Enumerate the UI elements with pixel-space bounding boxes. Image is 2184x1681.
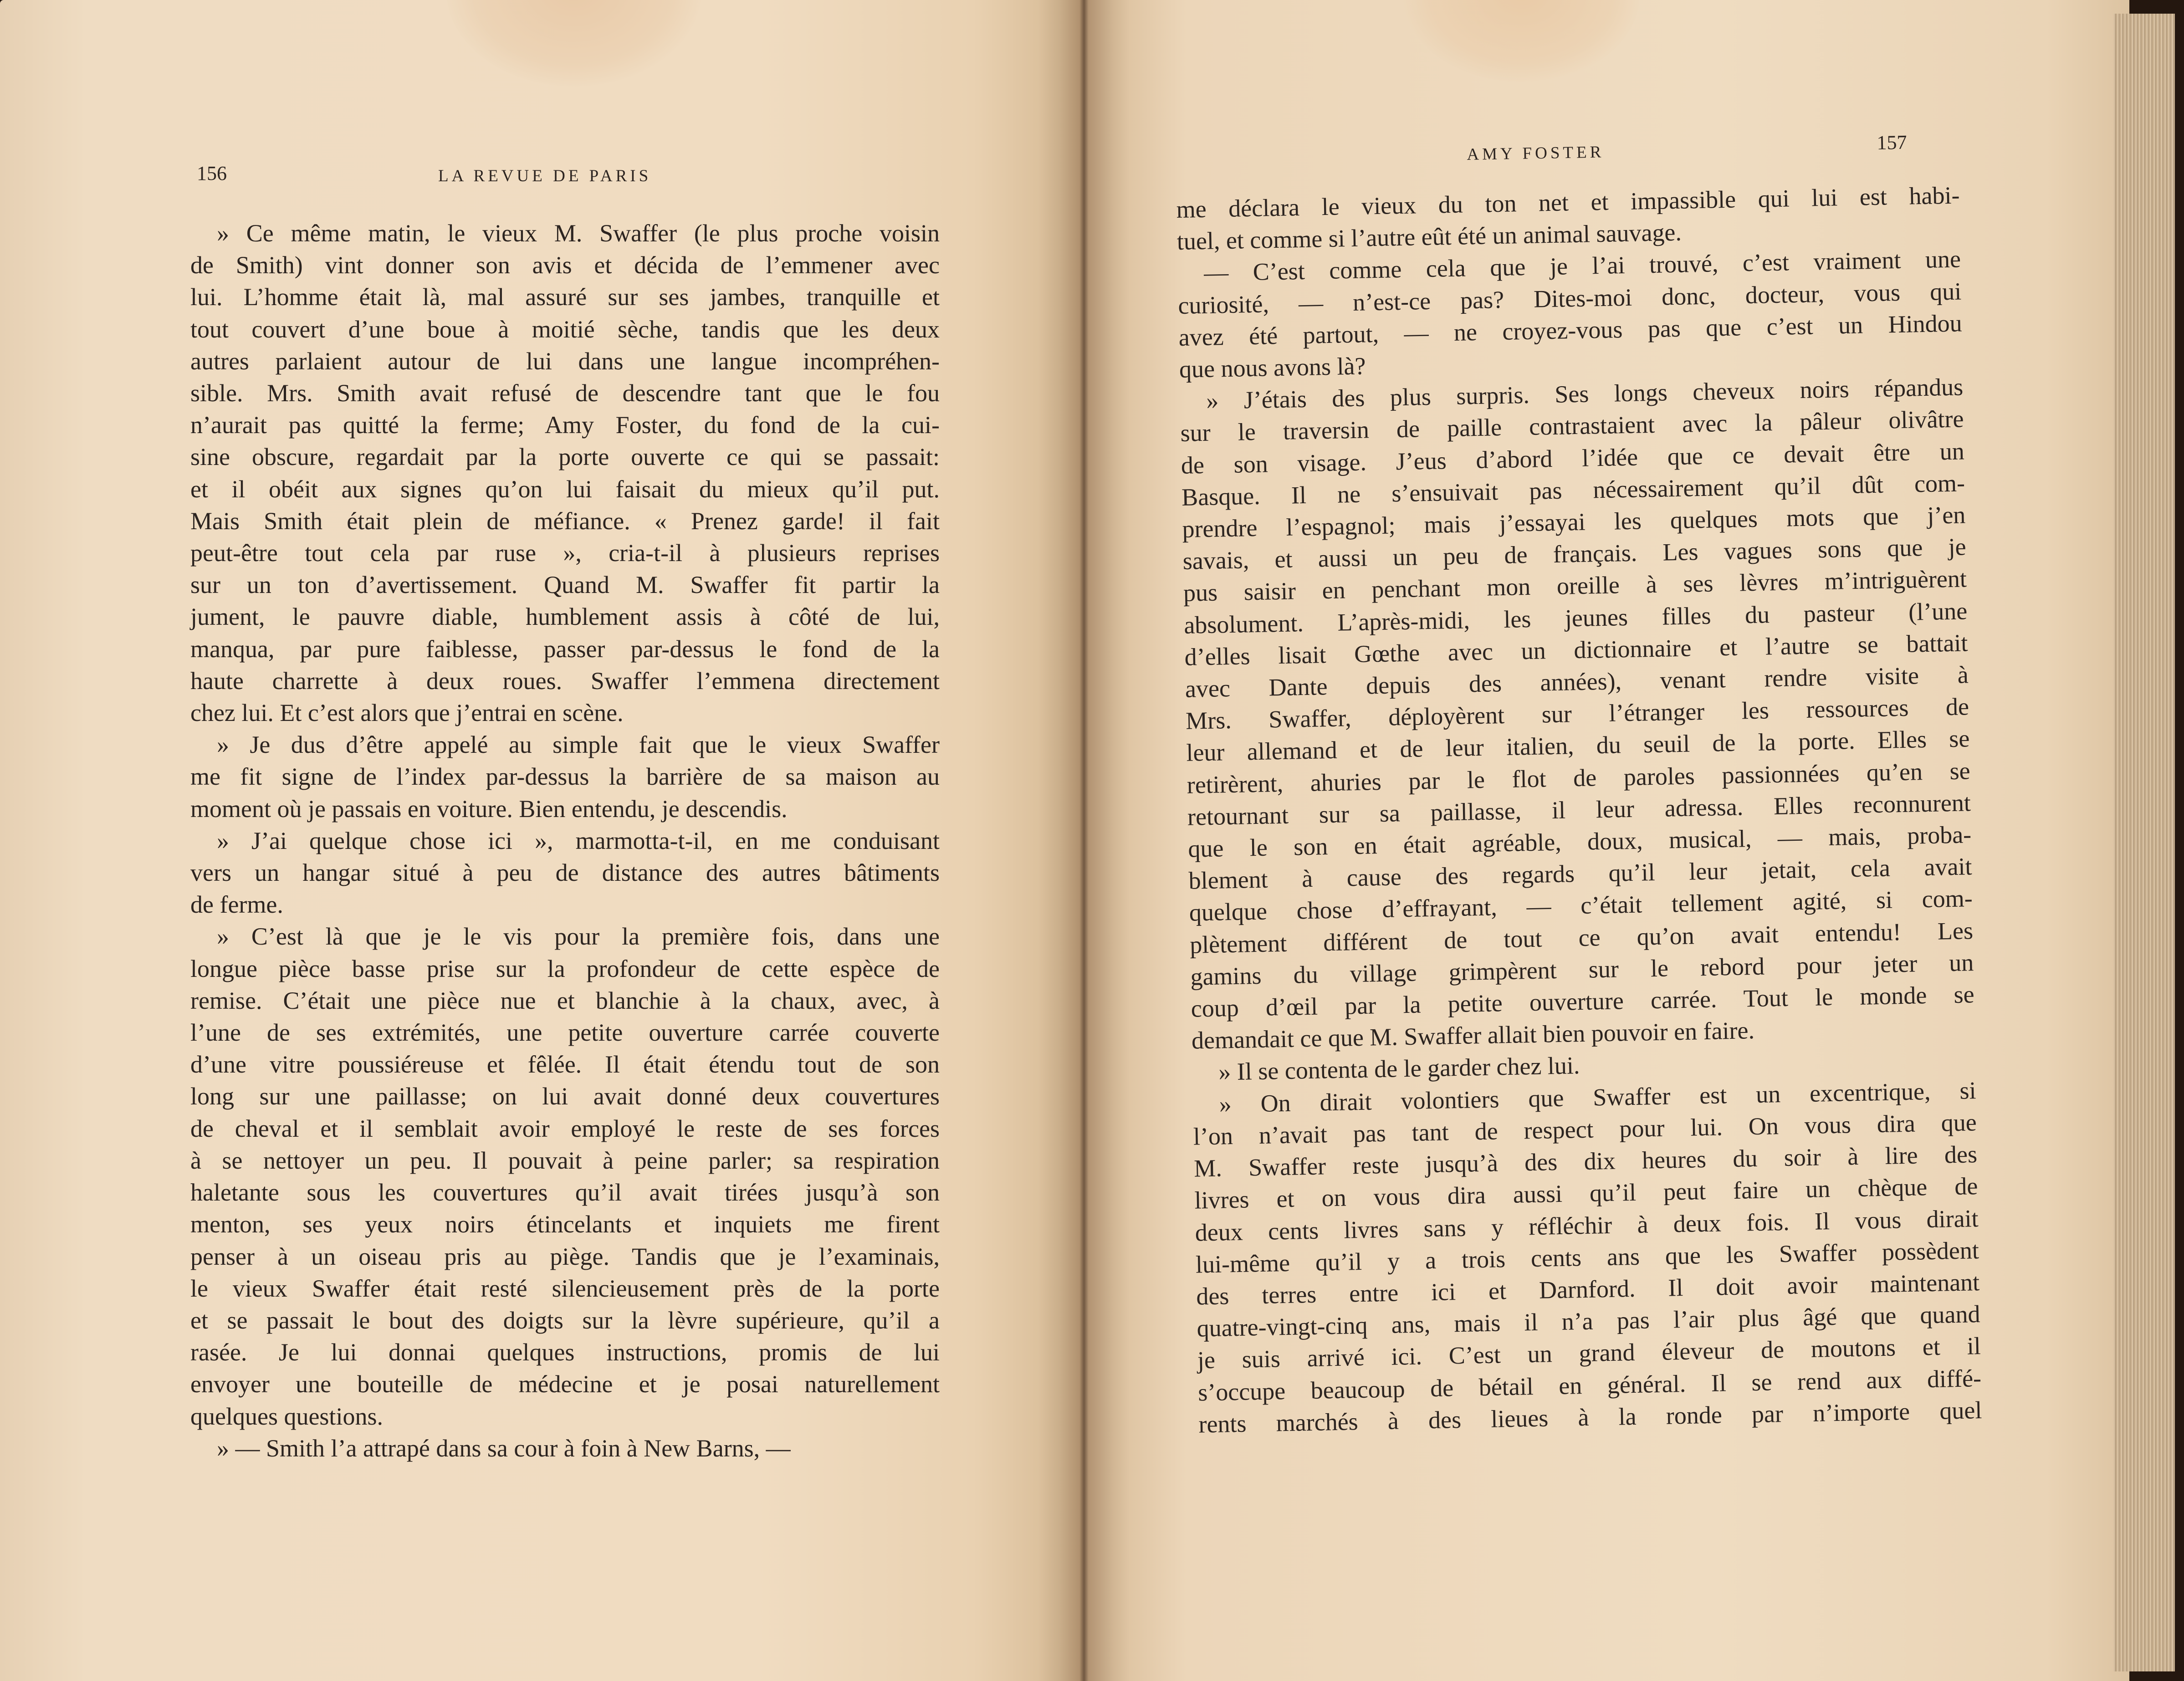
paper-stain (446, 0, 701, 87)
text-line: chez lui. Et c’est alors que j’entrai en scène. (190, 699, 624, 727)
text-line: quatre-vingt-cinq ans, mais il n’a pas l’air plus âgé que quand (1197, 1300, 1980, 1342)
text-line: que le son en était agréable, doux, musical, — mais, proba- (1187, 821, 1972, 863)
text-line: lui. L’homme était là, mal assuré sur ses jambes, tranquille et (190, 283, 940, 311)
text-line: haletante sous les couvertures qu’il avait tirées jusqu’à son (190, 1179, 940, 1206)
text-line: penser à un oiseau pris au piège. Tandis que je l’examinais, (190, 1242, 940, 1270)
text-line: menton, ses yeux noirs étincelants et inquiets me firent (190, 1211, 940, 1238)
page-number: 157 (1877, 131, 1907, 154)
text-line: curiosité, — n’est-ce pas? Dites-moi donc, docteur, vous qui (1177, 277, 1962, 319)
text-line: que nous avons là? (1179, 352, 1366, 383)
text-line: des terres entre ici et Darnford. Il doit avoir maintenant (1196, 1268, 1980, 1310)
text-line: peut-être tout cela par ruse », cria-t-il à plusieurs reprises (190, 539, 940, 567)
text-line: de cheval et il semblait avoir employé le reste de ses forces (190, 1114, 940, 1142)
text-line: » J’étais des plus surpris. Ses longs cheveux noirs répandus (1206, 373, 1964, 415)
text-line: vers un hangar situé à peu de distance des autres bâtiments (190, 859, 940, 887)
text-line: Mais Smith était plein de méfiance. « Prenez garde! il fait (190, 507, 940, 535)
text-line: je suis arrivé ici. C’est un grand éleveur de moutons et il (1197, 1332, 1981, 1374)
page-body (190, 217, 940, 1464)
text-line: » Je dus d’être appelé au simple fait que le vieux Swaffer (217, 731, 940, 759)
text-line: remise. C’était une pièce nue et blanchie à la chaux, avec, à (190, 986, 940, 1014)
text-line: » — Smith l’a attrapé dans sa cour à foin à New Barns, — (217, 1434, 791, 1462)
text-line: » Ce même matin, le vieux M. Swaffer (le plus proche voisin (217, 220, 940, 247)
text-line: me déclara le vieux du ton net et impassible qui lui est habi- (1176, 181, 1960, 223)
text-line: et il obéit aux signes qu’on lui faisait du mieux qu’il put. (190, 475, 940, 503)
text-line: leur allemand et de leur italien, du seuil de la porte. Elles se (1186, 725, 1970, 767)
text-line: retournant sur sa paillasse, il leur adressa. Elles reconnurent (1187, 789, 1971, 831)
text-line: sur le traversin de paille contrastaient avec la pâleur olivâtre (1180, 405, 1964, 447)
text-line: sur un ton d’avertissement. Quand M. Swaffer fit partir la (190, 571, 940, 599)
text-line: envoyer une bouteille de médecine et je posai naturellement (190, 1370, 940, 1398)
text-line: d’elles lisait Gœthe avec un dictionnaire et l’autre se battait (1184, 629, 1968, 671)
text-line: long sur une paillasse; on lui avait donné deux couvertures (190, 1083, 940, 1110)
text-line: Basque. Il ne s’ensuivait pas nécessairement qu’il dût com- (1181, 469, 1965, 511)
text-line: le vieux Swaffer était resté silencieusement près de la porte (190, 1274, 940, 1302)
right-page (1082, 0, 2129, 1681)
page-edges (2113, 14, 2175, 1671)
text-line: rasée. Je lui donnai quelques instructions, promis de lui (190, 1339, 940, 1366)
text-line: moment où je passais en voiture. Bien entendu, je descendis. (190, 795, 788, 823)
text-line: sible. Mrs. Smith avait refusé de descendre tant que le fou (190, 379, 940, 407)
page-body (1176, 179, 1982, 1440)
text-line: avec Dante depuis des années), venant rendre visite à (1185, 661, 1969, 703)
running-title: AMY FOSTER (1467, 143, 1605, 164)
text-line: quelque chose d’effrayant, — c’était tellement agité, si com- (1189, 884, 1973, 927)
text-line: me fit signe de l’index par-dessus la barrière de sa maison au (190, 763, 940, 791)
paper-stain (1403, 0, 1640, 82)
text-line: prendre l’espagnol; mais j’essayai les quelques mots que j’en (1182, 501, 1966, 543)
text-line: de ferme. (190, 891, 283, 919)
text-line: retirèrent, ahuries par le flot de paroles passionnées qu’en se (1187, 756, 1971, 799)
text-line: » Il se contenta de le garder chez lui. (1218, 1052, 1580, 1086)
text-line: Mrs. Swaffer, déployèrent sur l’étranger les ressources de (1185, 693, 1969, 735)
text-line: de son visage. J’eus d’abord l’idée que ce devait être un (1181, 437, 1965, 479)
left-page (0, 0, 1082, 1681)
text-line: sine obscure, regardait par la porte ouverte ce qui se passait: (190, 443, 940, 471)
text-line: — C’est comme cela que je l’ai trouvé, c’est vraiment une (1203, 245, 1961, 287)
text-line: lui-même qu’il y a trois cents ans que les Swaffer possèdent (1195, 1236, 1979, 1278)
text-line: haute charrette à deux roues. Swaffer l’emmena directement (190, 667, 940, 695)
text-line: manqua, par pure faiblesse, passer par-dessus le fond de la (190, 635, 940, 663)
text-line: blement à cause des regards qu’il leur jetait, cela avait (1188, 853, 1972, 895)
text-line: demandait ce que M. Swaffer allait bien pouvoir en faire. (1191, 1017, 1755, 1054)
text-line: gamins du village grimpèrent sur le rebord pour jeter un (1190, 949, 1974, 991)
text-line: rents marchés à des lieues à la ronde par n’importe quel (1198, 1396, 1982, 1438)
text-line: autres parlaient autour de lui dans une langue incompréhen- (190, 347, 940, 375)
text-line: n’aurait pas quitté la ferme; Amy Foster, du fond de la cui- (190, 411, 940, 439)
text-line: plètement différent de tout ce qu’on avait entendu! Les (1189, 916, 1974, 959)
text-line: pus saisir en penchant mon oreille à ses lèvres m’intriguèrent (1183, 565, 1967, 607)
text-line: l’une de ses extrémités, une petite ouverture carrée couverte (190, 1019, 940, 1047)
text-line: coup d’œil par la petite ouverture carrée. Tout le monde se (1191, 981, 1975, 1022)
running-title: LA REVUE DE PARIS (438, 167, 652, 185)
text-line: l’on n’avait pas tant de respect pour lui. On vous dira que (1193, 1109, 1977, 1150)
page-number: 156 (197, 162, 227, 184)
text-line: avez été partout, — ne croyez-vous pas que c’est un Hindou (1178, 309, 1963, 351)
text-line: tuel, et comme si l’autre eût été un animal sauvage. (1176, 218, 1682, 255)
text-line: jument, le pauvre diable, humblement assis à côté de lui, (190, 603, 940, 631)
text-line: d’une vitre poussiéreuse et fêlée. Il était étendu tout de son (190, 1051, 940, 1078)
text-line: tout couvert d’une boue à moitié sèche, tandis que les deux (190, 315, 940, 343)
text-line: et se passait le bout des doigts sur la lèvre supérieure, qu’il a (190, 1306, 940, 1334)
text-line: quelques questions. (190, 1402, 383, 1430)
text-line: à se nettoyer un peu. Il pouvait à peine parler; sa respiration (190, 1146, 940, 1174)
text-line: longue pièce basse prise sur la profondeur de cette espèce de (190, 955, 940, 982)
text-line: livres et on vous dira aussi qu’il peut faire un chèque de (1194, 1172, 1978, 1214)
text-line: deux cents livres sans y réfléchir à deux fois. Il vous dirait (1195, 1204, 1979, 1247)
text-line: savais, et aussi un peu de français. Les vagues sons que je (1182, 533, 1967, 575)
text-line: M. Swaffer reste jusqu’à des dix heures du soir à lire des (1193, 1140, 1978, 1182)
text-line: absolument. L’après-midi, les jeunes filles du pasteur (l’une (1183, 597, 1968, 639)
text-line: » On dirait volontiers que Swaffer est un excentrique, si (1219, 1076, 1976, 1118)
text-line: de Smith) vint donner son avis et décida de l’emmener avec (190, 251, 940, 279)
text-line: » J’ai quelque chose ici », marmotta-t-il, en me conduisant (217, 827, 940, 854)
text-line: » C’est là que je le vis pour la première fois, dans une (217, 923, 940, 950)
text-line: s’occupe beaucoup de bétail en général. Il se rend aux diffé- (1197, 1364, 1982, 1406)
